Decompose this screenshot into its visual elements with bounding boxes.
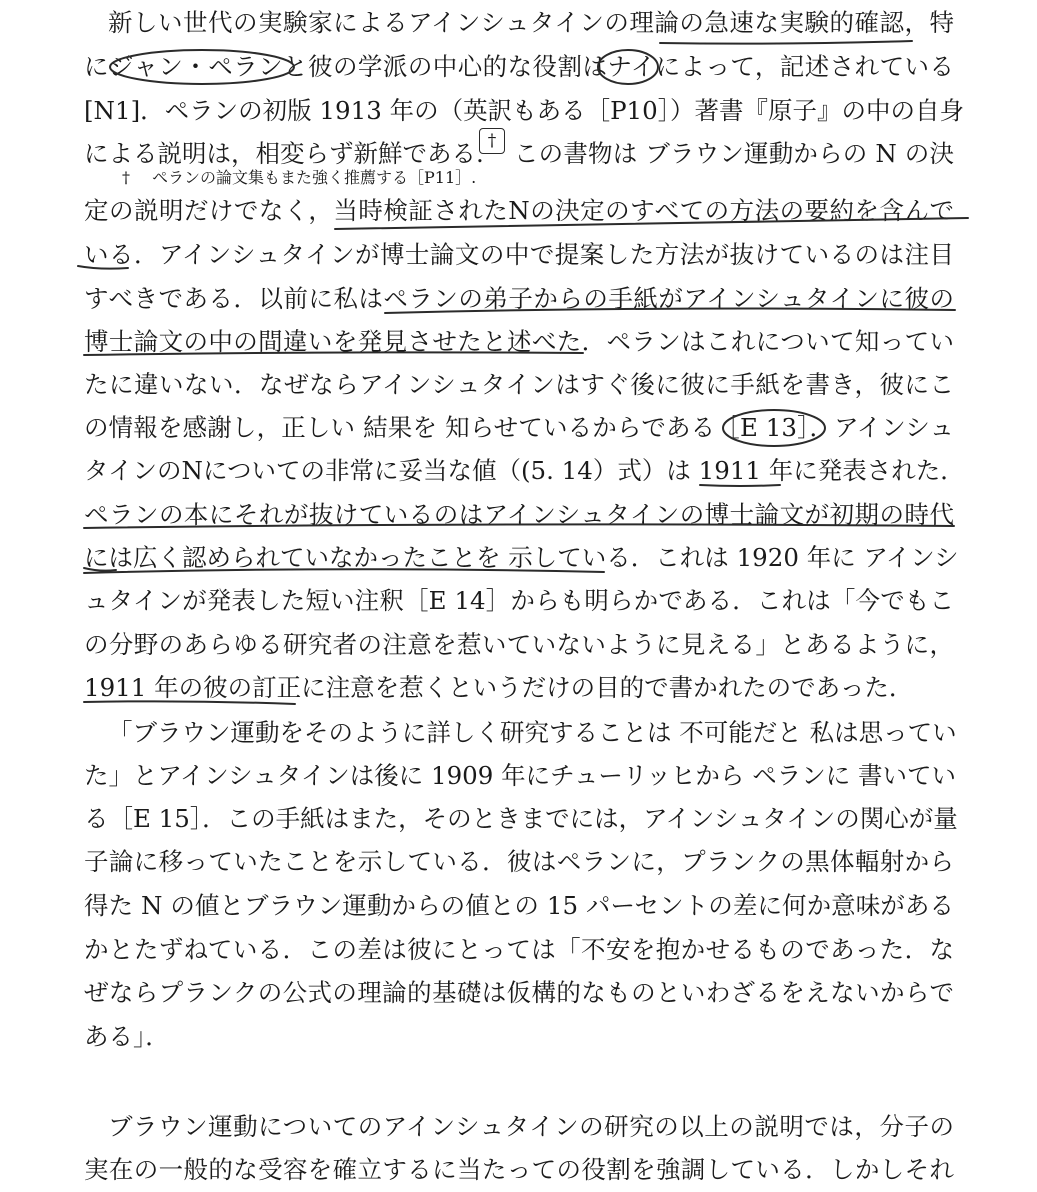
text-line: いる．アインシュタインが博士論文の中で提案した方法が抜けているのは注目 xyxy=(84,240,954,269)
text-line: の情報を感謝し，正しい 結果を 知らせているからである［E 13］．アインシュ xyxy=(84,413,954,442)
text-line: すべきである．以前に私はペランの弟子からの手紙がアインシュタインに彼の xyxy=(84,284,954,313)
text-line: る［E 15］．この手紙はまた，そのときまでには，アインシュタインの関心が量 xyxy=(84,804,958,833)
text-line: ュタインが発表した短い注釈［E 14］からも明らかである．これは「今でもこ xyxy=(84,586,954,615)
text-line: ぜならプランクの公式の理論的基礎は仮構的なものといわざるをえないからで xyxy=(84,978,954,1007)
footnote: ペランの論文集もまた強く推薦する［P11］. xyxy=(152,168,477,187)
text-line: 子論に移っていたことを示している．彼はペランに，プランクの黒体輻射から xyxy=(84,847,954,876)
underline-mark xyxy=(660,41,912,44)
text-line: ブラウン運動についてのアインシュタインの研究の以上の説明では，分子の xyxy=(108,1112,954,1141)
text-line: 博士論文の中の間違いを発見させたと述べた．ペランはこれについて知ってい xyxy=(84,327,954,356)
text-line: 新しい世代の実験家によるアインシュタインの理論の急速な実験的確認，特 xyxy=(108,8,954,37)
text-line: [N1]．ペランの初版 1913 年の（英訳もある［P10］）著書『原子』の中の自身 xyxy=(84,96,964,125)
text-line: 得た N の値とブラウン運動からの値との 15 パーセントの差に何か意味がある xyxy=(84,891,954,920)
footnote-marker-text: † xyxy=(122,168,130,187)
text-line: かとたずねている．この差は彼にとっては「不安を抱かせるものであった．な xyxy=(84,935,954,964)
text-line: た」とアインシュタインは後に 1909 年にチューリッヒから ペランに 書いてい xyxy=(84,761,956,790)
text-line: による説明は，相変らず新鮮である. xyxy=(84,139,484,168)
text-line: の分野のあらゆる研究者の注意を惹いていないように見える」とあるように， xyxy=(84,630,954,659)
footnote-marker: † xyxy=(479,128,505,154)
text-line: タインのNについての非常に妥当な値（(5. 14）式）は 1911 年に発表された． xyxy=(84,456,965,485)
text-line: にジャン・ペランと彼の学派の中心的な役割はナイによって，記述されている xyxy=(84,52,954,81)
text-line: ペランの本にそれが抜けているのはアインシュタインの博士論文が初期の時代 xyxy=(84,500,954,529)
text-line: には広く認められていなかったことを 示している．これは 1920 年に アインシ xyxy=(84,543,959,572)
text-line: 「ブラウン運動をそのように詳しく研究することは 不可能だと 私は思ってい xyxy=(108,718,957,747)
text-line: ある」． xyxy=(84,1022,170,1051)
text-line: 1911 年の彼の訂正に注意を惹くというだけの目的で書かれたのであった． xyxy=(84,673,914,702)
text-line: 定の説明だけでなく，当時検証されたNの決定のすべての方法の要約を含んで xyxy=(84,196,954,225)
text-line: 実在の一般的な受容を確立するに当たっての役割を強調している．しかしそれ xyxy=(84,1155,954,1184)
text-line: たに違いない．なぜならアインシュタインはすぐ後に彼に手紙を書き，彼にこ xyxy=(84,370,955,399)
text-line: この書物は ブラウン運動からの N の決 xyxy=(514,139,954,168)
